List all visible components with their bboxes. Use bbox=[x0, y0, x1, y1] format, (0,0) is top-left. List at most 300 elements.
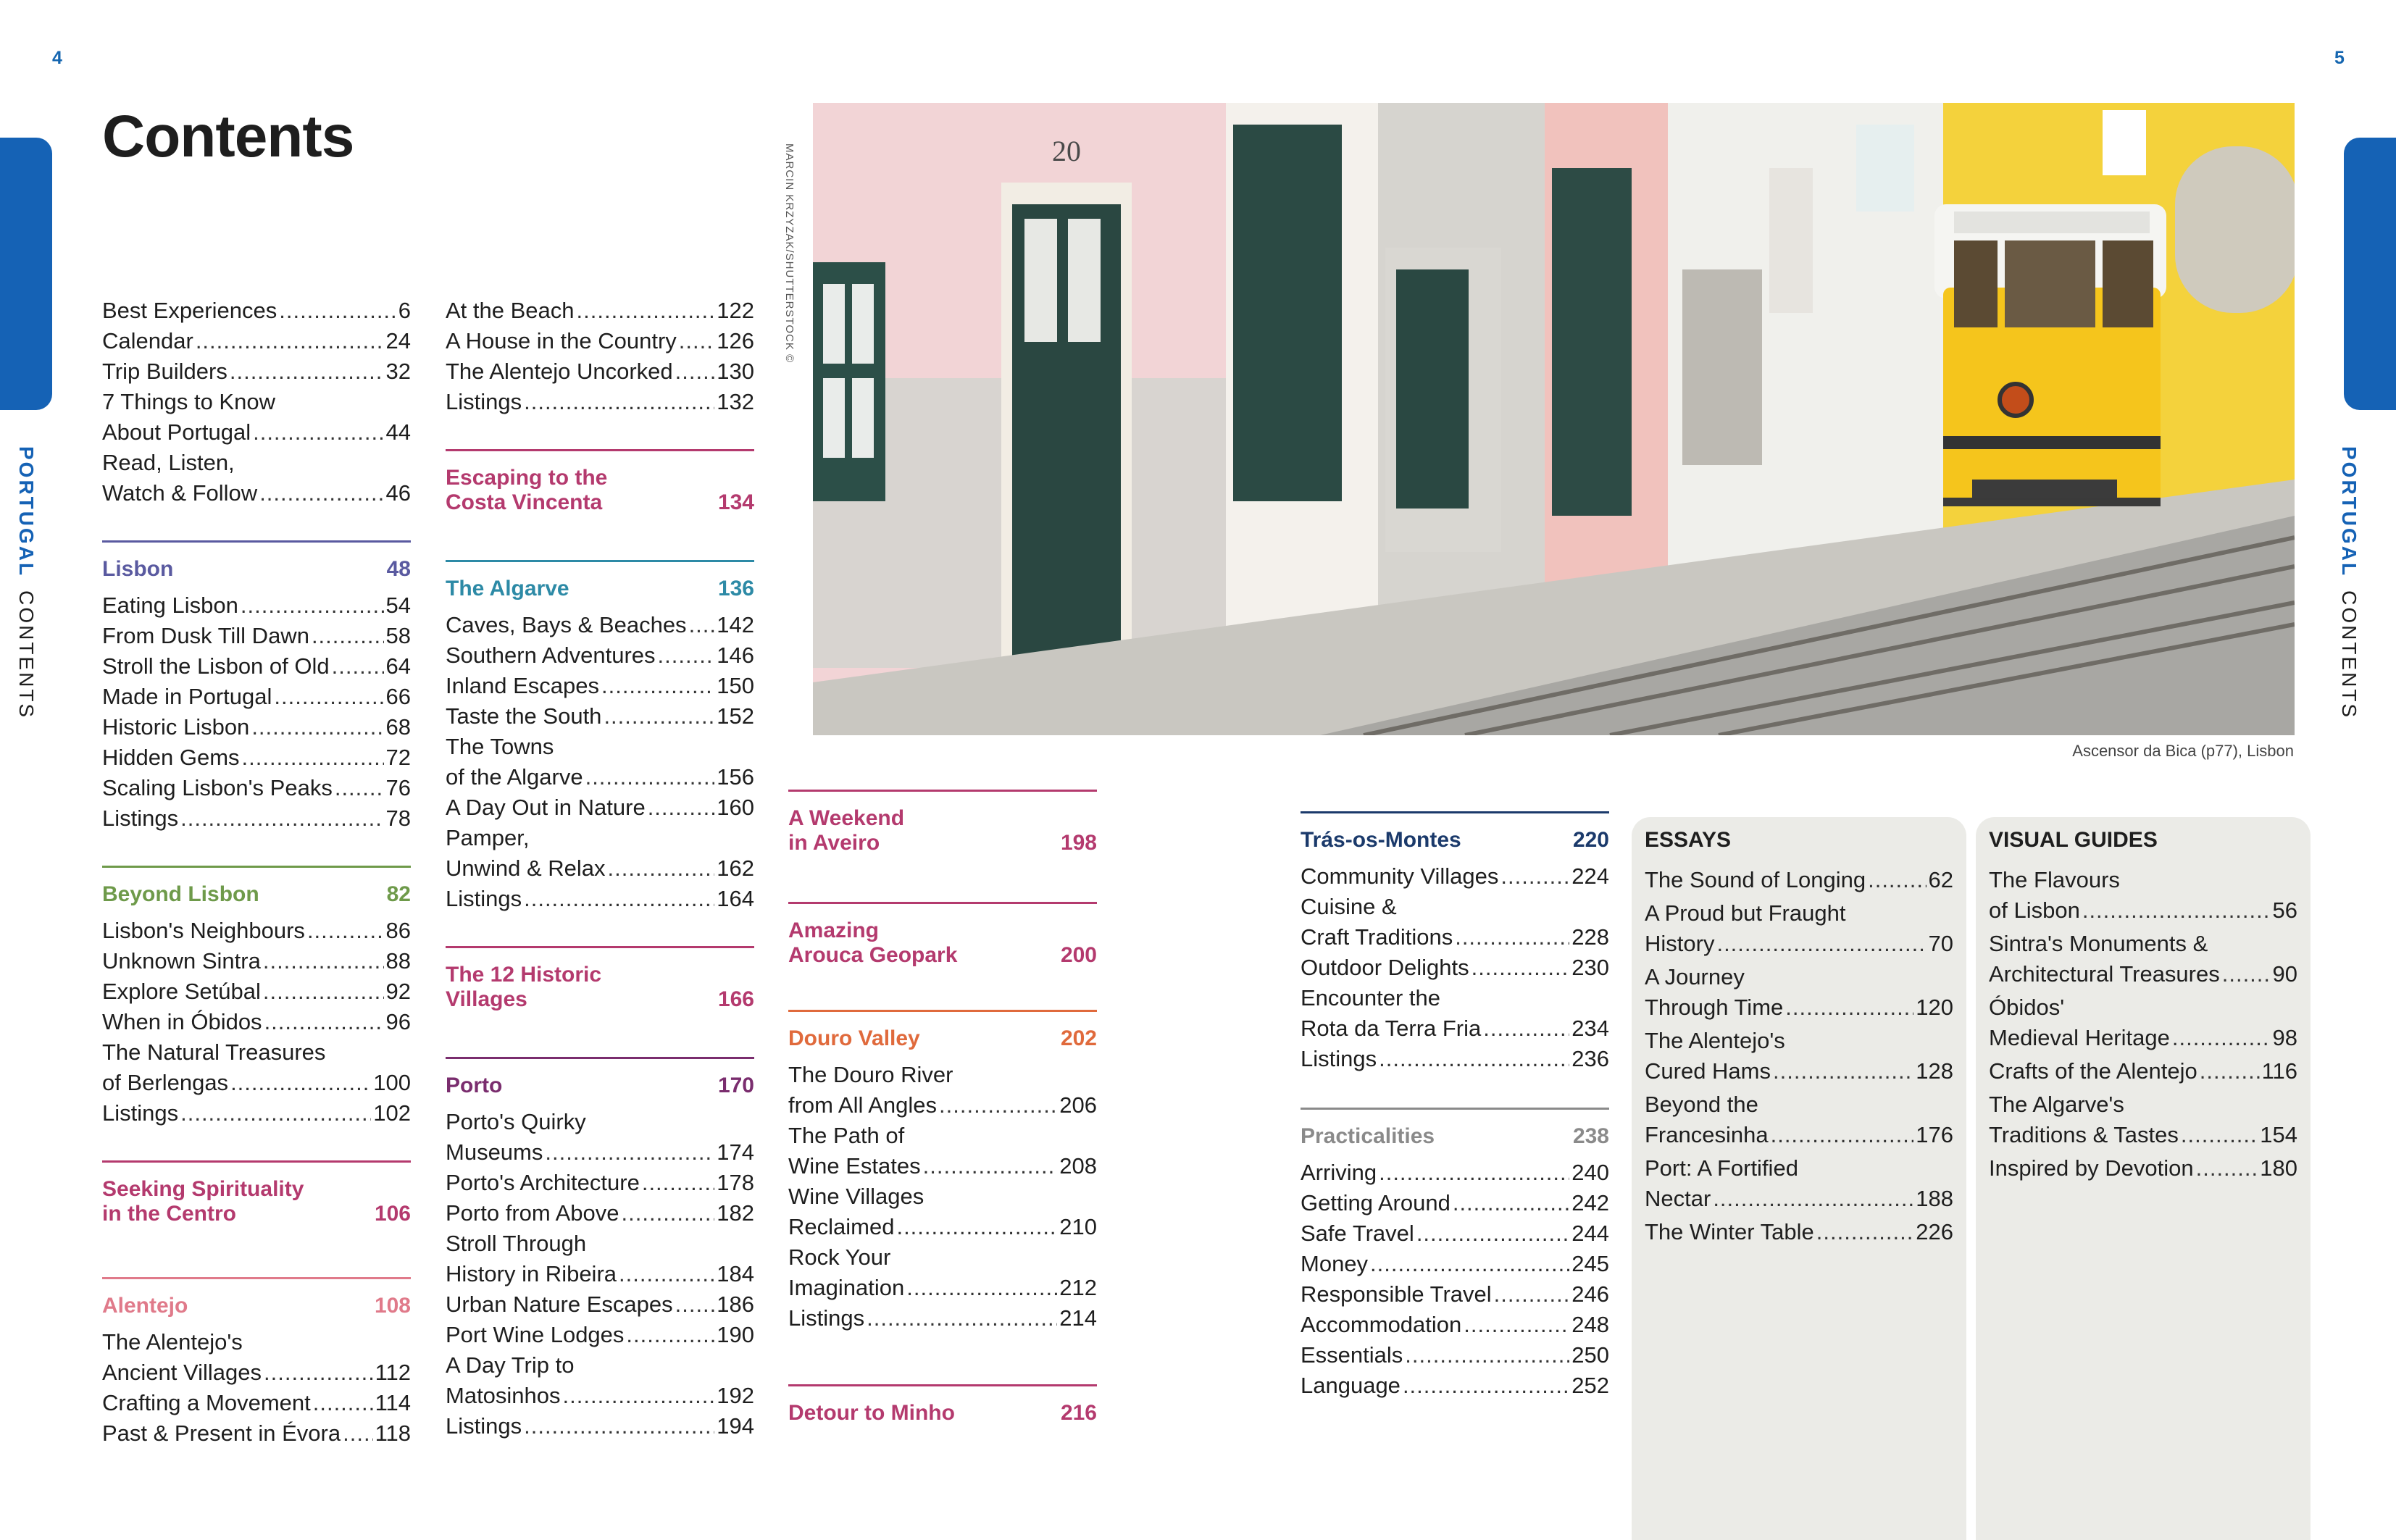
toc-entry-title: Eating Lisbon bbox=[102, 593, 238, 618]
section-alentejo[interactable] bbox=[102, 1277, 411, 1318]
toc-entry-row bbox=[1645, 1217, 1953, 1247]
toc-entry-title: The Sound of Longing bbox=[1645, 867, 1866, 892]
toc-entry-row bbox=[446, 701, 754, 732]
toc-entry-row bbox=[1645, 992, 1953, 1023]
toc-entry[interactable] bbox=[788, 1303, 1097, 1334]
dot-leader bbox=[1455, 922, 1569, 953]
toc-column-2 bbox=[446, 296, 754, 1441]
section-page: 82 bbox=[386, 882, 411, 906]
toc-entry-title-line: Beyond the bbox=[1645, 1092, 1758, 1117]
toc-entry-title-line: Port: A Fortified bbox=[1645, 1155, 1798, 1181]
toc-entry[interactable] bbox=[1645, 962, 1953, 1023]
toc-entry[interactable] bbox=[1645, 865, 1953, 895]
toc-entry[interactable] bbox=[446, 1198, 754, 1229]
dot-leader bbox=[2082, 895, 2271, 926]
toc-entry-row bbox=[446, 792, 754, 823]
section-douro-valley[interactable] bbox=[788, 1010, 1097, 1051]
toc-entry-page: 192 bbox=[717, 1383, 754, 1408]
toc-entry[interactable] bbox=[788, 1121, 1097, 1181]
dot-leader bbox=[642, 1168, 714, 1198]
toc-entry-page: 92 bbox=[385, 979, 411, 1004]
toc-entry[interactable] bbox=[102, 590, 411, 621]
section-lisbon[interactable] bbox=[102, 540, 411, 582]
toc-entry-page: 54 bbox=[385, 593, 411, 618]
toc-entry[interactable] bbox=[1301, 953, 1609, 983]
toc-entry-title: Accommodation bbox=[1301, 1312, 1462, 1337]
toc-entry-row bbox=[1301, 1279, 1609, 1310]
toc-entry-page: 146 bbox=[717, 643, 754, 668]
toc-entry-row bbox=[1645, 1056, 1953, 1087]
toc-list bbox=[102, 1327, 411, 1449]
toc-entry[interactable] bbox=[446, 1289, 754, 1320]
toc-entry[interactable] bbox=[446, 671, 754, 701]
dot-leader bbox=[1472, 953, 1570, 983]
toc-list bbox=[446, 1107, 754, 1441]
toc-entry-row bbox=[446, 296, 754, 326]
toc-entry-row bbox=[102, 1357, 411, 1388]
toc-entry-row bbox=[446, 1320, 754, 1350]
toc-entry-page: 188 bbox=[1916, 1186, 1953, 1211]
dot-leader bbox=[279, 296, 396, 326]
toc-entry-title: Architectural Treasures bbox=[1989, 961, 2220, 987]
side-label-right bbox=[2337, 446, 2360, 719]
toc-entry-page: 246 bbox=[1571, 1281, 1609, 1307]
toc-entry-title: About Portugal bbox=[102, 419, 251, 445]
toc-entry[interactable] bbox=[1645, 1153, 1953, 1214]
toc-entry[interactable] bbox=[1301, 892, 1609, 953]
door-number: 20 bbox=[1052, 135, 1081, 167]
section-page: 136 bbox=[717, 577, 754, 600]
section-porto[interactable] bbox=[446, 1057, 754, 1098]
toc-entry[interactable] bbox=[446, 823, 754, 884]
toc-entry-row bbox=[102, 682, 411, 712]
toc-entry[interactable] bbox=[102, 1327, 411, 1388]
section-centro[interactable] bbox=[102, 1160, 411, 1226]
dot-leader bbox=[1370, 1249, 1569, 1279]
toc-entry-title: From Dusk Till Dawn bbox=[102, 623, 309, 648]
section-page: 166 bbox=[717, 987, 754, 1011]
toc-entry[interactable] bbox=[102, 1037, 411, 1098]
dot-leader bbox=[939, 1090, 1057, 1121]
toc-entry[interactable] bbox=[446, 296, 754, 326]
toc-entry-title: The Winter Table bbox=[1645, 1219, 1814, 1244]
toc-entry-title: Imagination bbox=[788, 1275, 905, 1300]
toc-entry[interactable] bbox=[1301, 1310, 1609, 1340]
toc-entry[interactable] bbox=[102, 976, 411, 1007]
toc-entry-row bbox=[102, 651, 411, 682]
toc-entry[interactable] bbox=[1989, 1089, 2297, 1150]
toc-entry-row bbox=[1301, 1370, 1609, 1401]
section-title: Lisbon bbox=[102, 557, 174, 581]
toc-entry-page: 68 bbox=[385, 714, 411, 740]
toc-entry-row bbox=[446, 1168, 754, 1198]
toc-entry-row bbox=[446, 1289, 754, 1320]
toc-entry[interactable] bbox=[1301, 1279, 1609, 1310]
dot-leader bbox=[253, 417, 383, 448]
toc-entry[interactable] bbox=[1645, 898, 1953, 959]
toc-entry-title: A Day Out in Nature bbox=[446, 795, 646, 820]
toc-entry[interactable] bbox=[788, 1242, 1097, 1303]
toc-entry[interactable] bbox=[1989, 1056, 2297, 1087]
toc-entry-title: Crafting a Movement bbox=[102, 1390, 311, 1415]
toc-entry-row bbox=[446, 1381, 754, 1411]
dot-leader bbox=[1464, 1310, 1569, 1340]
toc-entry-title-line: Cuisine & bbox=[1301, 894, 1397, 919]
toc-entry[interactable] bbox=[1989, 929, 2297, 989]
toc-entry-page: 128 bbox=[1916, 1058, 1953, 1084]
section-historic-villages[interactable] bbox=[446, 946, 754, 1012]
toc-entry[interactable] bbox=[446, 792, 754, 823]
toc-entry[interactable] bbox=[102, 1388, 411, 1418]
section-title: Practicalities bbox=[1301, 1124, 1435, 1148]
page-number-right: 5 bbox=[2334, 48, 2345, 68]
toc-entry-row bbox=[1301, 922, 1609, 953]
toc-entry-row bbox=[446, 853, 754, 884]
toc-entry-title: of Lisbon bbox=[1989, 897, 2080, 923]
toc-entry-title: Nectar bbox=[1645, 1186, 1711, 1211]
toc-entry-row bbox=[1301, 1044, 1609, 1074]
toc-entry-page: 228 bbox=[1571, 924, 1609, 950]
toc-entry[interactable] bbox=[446, 610, 754, 640]
toc-entry[interactable] bbox=[102, 296, 411, 326]
toc-entry-row bbox=[102, 621, 411, 651]
toc-entry-page: 174 bbox=[717, 1139, 754, 1165]
toc-entry-row bbox=[788, 1212, 1097, 1242]
toc-list bbox=[102, 590, 411, 834]
dot-leader bbox=[251, 712, 383, 742]
toc-entry-page: 210 bbox=[1059, 1214, 1097, 1239]
toc-entry[interactable] bbox=[1301, 1044, 1609, 1074]
section-title: Porto bbox=[446, 1074, 503, 1097]
toc-entry[interactable] bbox=[1989, 865, 2297, 926]
side-label-bold: PORTUGAL bbox=[2338, 446, 2360, 578]
toc-entry-title: Museums bbox=[446, 1139, 543, 1165]
toc-entry[interactable] bbox=[446, 326, 754, 356]
section-tras-os-montes[interactable] bbox=[1301, 811, 1609, 853]
toc-entry-title: Listings bbox=[446, 886, 522, 911]
section-page: 200 bbox=[1060, 943, 1097, 967]
dot-leader bbox=[180, 1098, 371, 1129]
toc-list bbox=[446, 296, 754, 417]
toc-entry-row bbox=[446, 387, 754, 417]
toc-entry-row bbox=[102, 803, 411, 834]
toc-entry[interactable] bbox=[102, 621, 411, 651]
toc-entry[interactable] bbox=[446, 387, 754, 417]
toc-entry-row bbox=[1301, 1310, 1609, 1340]
toc-entry-title-line: The Douro River bbox=[788, 1062, 953, 1087]
toc-entry-title: Unwind & Relax bbox=[446, 855, 606, 881]
toc-entry-title: Responsible Travel bbox=[1301, 1281, 1492, 1307]
toc-entry-title: Wine Estates bbox=[788, 1153, 921, 1179]
toc-entry[interactable] bbox=[102, 448, 411, 509]
toc-entry-row bbox=[788, 1151, 1097, 1181]
side-label-regular: CONTENTS bbox=[2338, 590, 2360, 720]
toc-entry-title: Essentials bbox=[1301, 1342, 1403, 1368]
dot-leader bbox=[896, 1212, 1057, 1242]
toc-entry[interactable] bbox=[446, 1411, 754, 1441]
toc-entry-row bbox=[446, 671, 754, 701]
essays-heading: ESSAYS bbox=[1645, 828, 1731, 852]
dot-leader bbox=[923, 1151, 1058, 1181]
dot-leader bbox=[906, 1273, 1057, 1303]
toc-entry-row bbox=[446, 326, 754, 356]
tram-photo bbox=[813, 103, 2295, 735]
dot-leader bbox=[1494, 1279, 1570, 1310]
toc-entry[interactable] bbox=[1989, 1153, 2297, 1184]
section-page: 216 bbox=[1060, 1401, 1097, 1425]
toc-entry-page: 70 bbox=[1928, 931, 1953, 956]
photo-caption: Ascensor da Bica (p77), Lisbon bbox=[2072, 742, 2294, 760]
side-label-bold: PORTUGAL bbox=[15, 446, 38, 578]
toc-entry-row bbox=[446, 1137, 754, 1168]
dot-leader bbox=[675, 356, 715, 387]
dot-leader bbox=[604, 701, 714, 732]
toc-entry-row bbox=[446, 884, 754, 914]
toc-entry[interactable] bbox=[102, 651, 411, 682]
toc-entry[interactable] bbox=[1645, 1089, 1953, 1150]
toc-entry[interactable] bbox=[1301, 1218, 1609, 1249]
toc-entry-page: 46 bbox=[385, 480, 411, 506]
toc-entry-page: 224 bbox=[1571, 863, 1609, 889]
section-practicalities[interactable] bbox=[1301, 1108, 1609, 1149]
dot-leader bbox=[2172, 1023, 2271, 1053]
toc-entry-page: 114 bbox=[375, 1390, 411, 1415]
toc-entry[interactable] bbox=[102, 773, 411, 803]
toc-entry-page: 98 bbox=[2272, 1025, 2297, 1050]
toc-entry-page: 118 bbox=[375, 1420, 411, 1446]
toc-entry-title: Listings bbox=[1301, 1046, 1377, 1071]
toc-list bbox=[788, 1060, 1097, 1334]
section-beyond-lisbon[interactable] bbox=[102, 866, 411, 907]
toc-entry-title: At the Beach bbox=[446, 298, 575, 323]
toc-entry[interactable] bbox=[102, 1098, 411, 1129]
toc-list bbox=[102, 296, 411, 509]
toc-entry-title: Best Experiences bbox=[102, 298, 277, 323]
toc-entry-page: 240 bbox=[1571, 1160, 1609, 1185]
toc-entry[interactable] bbox=[102, 326, 411, 356]
toc-entry[interactable] bbox=[1301, 1188, 1609, 1218]
section-title: Detour to Minho bbox=[788, 1401, 955, 1425]
toc-entry-row bbox=[102, 712, 411, 742]
toc-entry[interactable] bbox=[1645, 1026, 1953, 1087]
toc-entry-title: of the Algarve bbox=[446, 764, 583, 790]
section-arouca[interactable] bbox=[788, 902, 1097, 968]
section-title: Alentejo bbox=[102, 1294, 188, 1318]
dot-leader bbox=[313, 1388, 373, 1418]
toc-entry-title: from All Angles bbox=[788, 1092, 938, 1118]
toc-list bbox=[1301, 861, 1609, 1074]
section-algarve[interactable] bbox=[446, 560, 754, 601]
section-page: 198 bbox=[1060, 831, 1097, 855]
toc-entry[interactable] bbox=[446, 732, 754, 792]
dot-leader bbox=[1785, 992, 1913, 1023]
toc-entry-row bbox=[102, 590, 411, 621]
toc-entry-row bbox=[446, 640, 754, 671]
toc-entry-row bbox=[1301, 1218, 1609, 1249]
toc-entry[interactable] bbox=[1301, 983, 1609, 1044]
toc-entry[interactable] bbox=[1301, 861, 1609, 892]
toc-entry[interactable] bbox=[102, 387, 411, 448]
toc-entry[interactable] bbox=[446, 1320, 754, 1350]
toc-entry-title: Getting Around bbox=[1301, 1190, 1450, 1215]
dot-leader bbox=[2181, 1120, 2258, 1150]
toc-entry[interactable] bbox=[102, 1007, 411, 1037]
toc-entry[interactable] bbox=[102, 682, 411, 712]
toc-entry-row bbox=[446, 1411, 754, 1441]
toc-entry[interactable] bbox=[102, 1418, 411, 1449]
toc-entry[interactable] bbox=[446, 356, 754, 387]
dot-leader bbox=[263, 946, 384, 976]
toc-entry-page: 6 bbox=[398, 298, 411, 323]
toc-entry[interactable] bbox=[1301, 1370, 1609, 1401]
toc-entry-title: Money bbox=[1301, 1251, 1369, 1276]
toc-entry-title: Port Wine Lodges bbox=[446, 1322, 625, 1347]
toc-entry-title-line: The Flavours bbox=[1989, 867, 2120, 892]
toc-entry[interactable] bbox=[446, 1168, 754, 1198]
toc-entry[interactable] bbox=[1645, 1217, 1953, 1247]
toc-entry-row bbox=[1301, 1188, 1609, 1218]
dot-leader bbox=[2200, 1056, 2260, 1087]
toc-entry[interactable] bbox=[102, 356, 411, 387]
toc-entry-page: 78 bbox=[385, 805, 411, 831]
dot-leader bbox=[264, 1357, 373, 1388]
section-tab-right bbox=[2344, 138, 2396, 410]
section-title: Seeking Spirituality in the Centro bbox=[102, 1177, 304, 1226]
page-number-left: 4 bbox=[52, 48, 62, 68]
toc-entry-row bbox=[446, 1259, 754, 1289]
dot-leader bbox=[1379, 1158, 1569, 1188]
toc-entry-row bbox=[446, 1198, 754, 1229]
toc-entry-title: Historic Lisbon bbox=[102, 714, 250, 740]
dot-leader bbox=[312, 621, 384, 651]
toc-entry-row bbox=[446, 762, 754, 792]
dot-leader bbox=[242, 742, 384, 773]
toc-entry[interactable] bbox=[1301, 1158, 1609, 1188]
toc-entry-row bbox=[1301, 1013, 1609, 1044]
toc-entry-page: 245 bbox=[1571, 1251, 1609, 1276]
toc-entry[interactable] bbox=[446, 640, 754, 671]
toc-entry-title: History bbox=[1645, 931, 1715, 956]
dot-leader bbox=[524, 884, 714, 914]
toc-entry-row bbox=[102, 916, 411, 946]
dot-leader bbox=[601, 671, 714, 701]
toc-entry-title: Trip Builders bbox=[102, 359, 228, 384]
dot-leader bbox=[307, 916, 384, 946]
toc-entry[interactable] bbox=[446, 884, 754, 914]
dot-leader bbox=[1403, 1370, 1569, 1401]
toc-entry-title-line: The Alentejo's bbox=[1645, 1028, 1785, 1053]
toc-entry-title: Through Time bbox=[1645, 995, 1784, 1020]
toc-entry[interactable] bbox=[102, 712, 411, 742]
dot-leader bbox=[622, 1198, 715, 1229]
toc-column-1 bbox=[102, 296, 411, 1449]
dot-leader bbox=[1379, 1044, 1569, 1074]
toc-entry-page: 212 bbox=[1059, 1275, 1097, 1300]
toc-entry[interactable] bbox=[1301, 1249, 1609, 1279]
toc-entry-page: 24 bbox=[385, 328, 411, 353]
toc-entry-page: 252 bbox=[1571, 1373, 1609, 1398]
toc-list bbox=[1645, 865, 1953, 1247]
toc-entry-title: Calendar bbox=[102, 328, 193, 353]
toc-entry-title: History in Ribeira bbox=[446, 1261, 617, 1286]
toc-entry-page: 206 bbox=[1059, 1092, 1097, 1118]
toc-entry-title: Inspired by Devotion bbox=[1989, 1155, 2194, 1181]
toc-entry[interactable] bbox=[446, 1229, 754, 1289]
toc-entry[interactable] bbox=[102, 916, 411, 946]
section-costa-vincenta[interactable] bbox=[446, 449, 754, 515]
toc-entry-page: 130 bbox=[717, 359, 754, 384]
toc-entry-row bbox=[102, 417, 411, 448]
toc-entry[interactable] bbox=[102, 742, 411, 773]
section-page: 238 bbox=[1572, 1124, 1609, 1148]
photo-credit: MARCIN KRZYZAK/SHUTTERSTOCK © bbox=[783, 143, 796, 364]
section-minho[interactable] bbox=[788, 1384, 1097, 1426]
toc-entry-row bbox=[788, 1273, 1097, 1303]
toc-entry-row bbox=[102, 1007, 411, 1037]
dot-leader bbox=[1500, 861, 1569, 892]
toc-entry-title-line: Stroll Through bbox=[446, 1231, 587, 1256]
toc-entry[interactable] bbox=[446, 1350, 754, 1411]
toc-entry-page: 162 bbox=[717, 855, 754, 881]
dot-leader bbox=[524, 1411, 714, 1441]
toc-entry-page: 88 bbox=[385, 948, 411, 974]
toc-entry-title: Traditions & Tastes bbox=[1989, 1122, 2179, 1147]
section-aveiro[interactable] bbox=[788, 790, 1097, 855]
dot-leader bbox=[1868, 865, 1926, 895]
section-page: 106 bbox=[374, 1202, 411, 1226]
section-page: 48 bbox=[386, 557, 411, 581]
dot-leader bbox=[1816, 1217, 1914, 1247]
toc-entry-title: Community Villages bbox=[1301, 863, 1499, 889]
dot-leader bbox=[1773, 1056, 1913, 1087]
toc-entry-row bbox=[1645, 865, 1953, 895]
toc-entry-title: The Alentejo Uncorked bbox=[446, 359, 673, 384]
toc-entry-page: 90 bbox=[2272, 961, 2297, 987]
toc-entry-row bbox=[1301, 1158, 1609, 1188]
toc-entry-title: Crafts of the Alentejo bbox=[1989, 1058, 2197, 1084]
dot-leader bbox=[1483, 1013, 1569, 1044]
dot-leader bbox=[626, 1320, 714, 1350]
toc-entry-page: 164 bbox=[717, 886, 754, 911]
toc-entry-title: Listings bbox=[446, 1413, 522, 1439]
dot-leader bbox=[585, 762, 715, 792]
dot-leader bbox=[259, 478, 383, 509]
toc-entry-row bbox=[102, 976, 411, 1007]
toc-entry-title-line: Rock Your bbox=[788, 1244, 891, 1270]
dot-leader bbox=[2222, 959, 2271, 989]
toc-entry[interactable] bbox=[1301, 1340, 1609, 1370]
toc-entry[interactable] bbox=[102, 946, 411, 976]
toc-entry[interactable] bbox=[788, 1060, 1097, 1121]
toc-entry-title: Inland Escapes bbox=[446, 673, 599, 698]
toc-entry-page: 62 bbox=[1928, 867, 1953, 892]
toc-entry[interactable] bbox=[788, 1181, 1097, 1242]
dot-leader bbox=[524, 387, 714, 417]
toc-entry-row bbox=[1989, 895, 2297, 926]
toc-entry-title: Reclaimed bbox=[788, 1214, 895, 1239]
toc-entry[interactable] bbox=[446, 1107, 754, 1168]
toc-entry[interactable] bbox=[1989, 992, 2297, 1053]
dot-leader bbox=[264, 1007, 384, 1037]
toc-entry-page: 126 bbox=[717, 328, 754, 353]
toc-entry[interactable] bbox=[446, 701, 754, 732]
toc-entry-title: Listings bbox=[102, 1100, 179, 1126]
toc-entry-title: Listings bbox=[102, 805, 179, 831]
toc-entry-page: 176 bbox=[1916, 1122, 1953, 1147]
toc-entry[interactable] bbox=[102, 803, 411, 834]
dot-leader bbox=[689, 610, 715, 640]
dot-leader bbox=[675, 1289, 715, 1320]
